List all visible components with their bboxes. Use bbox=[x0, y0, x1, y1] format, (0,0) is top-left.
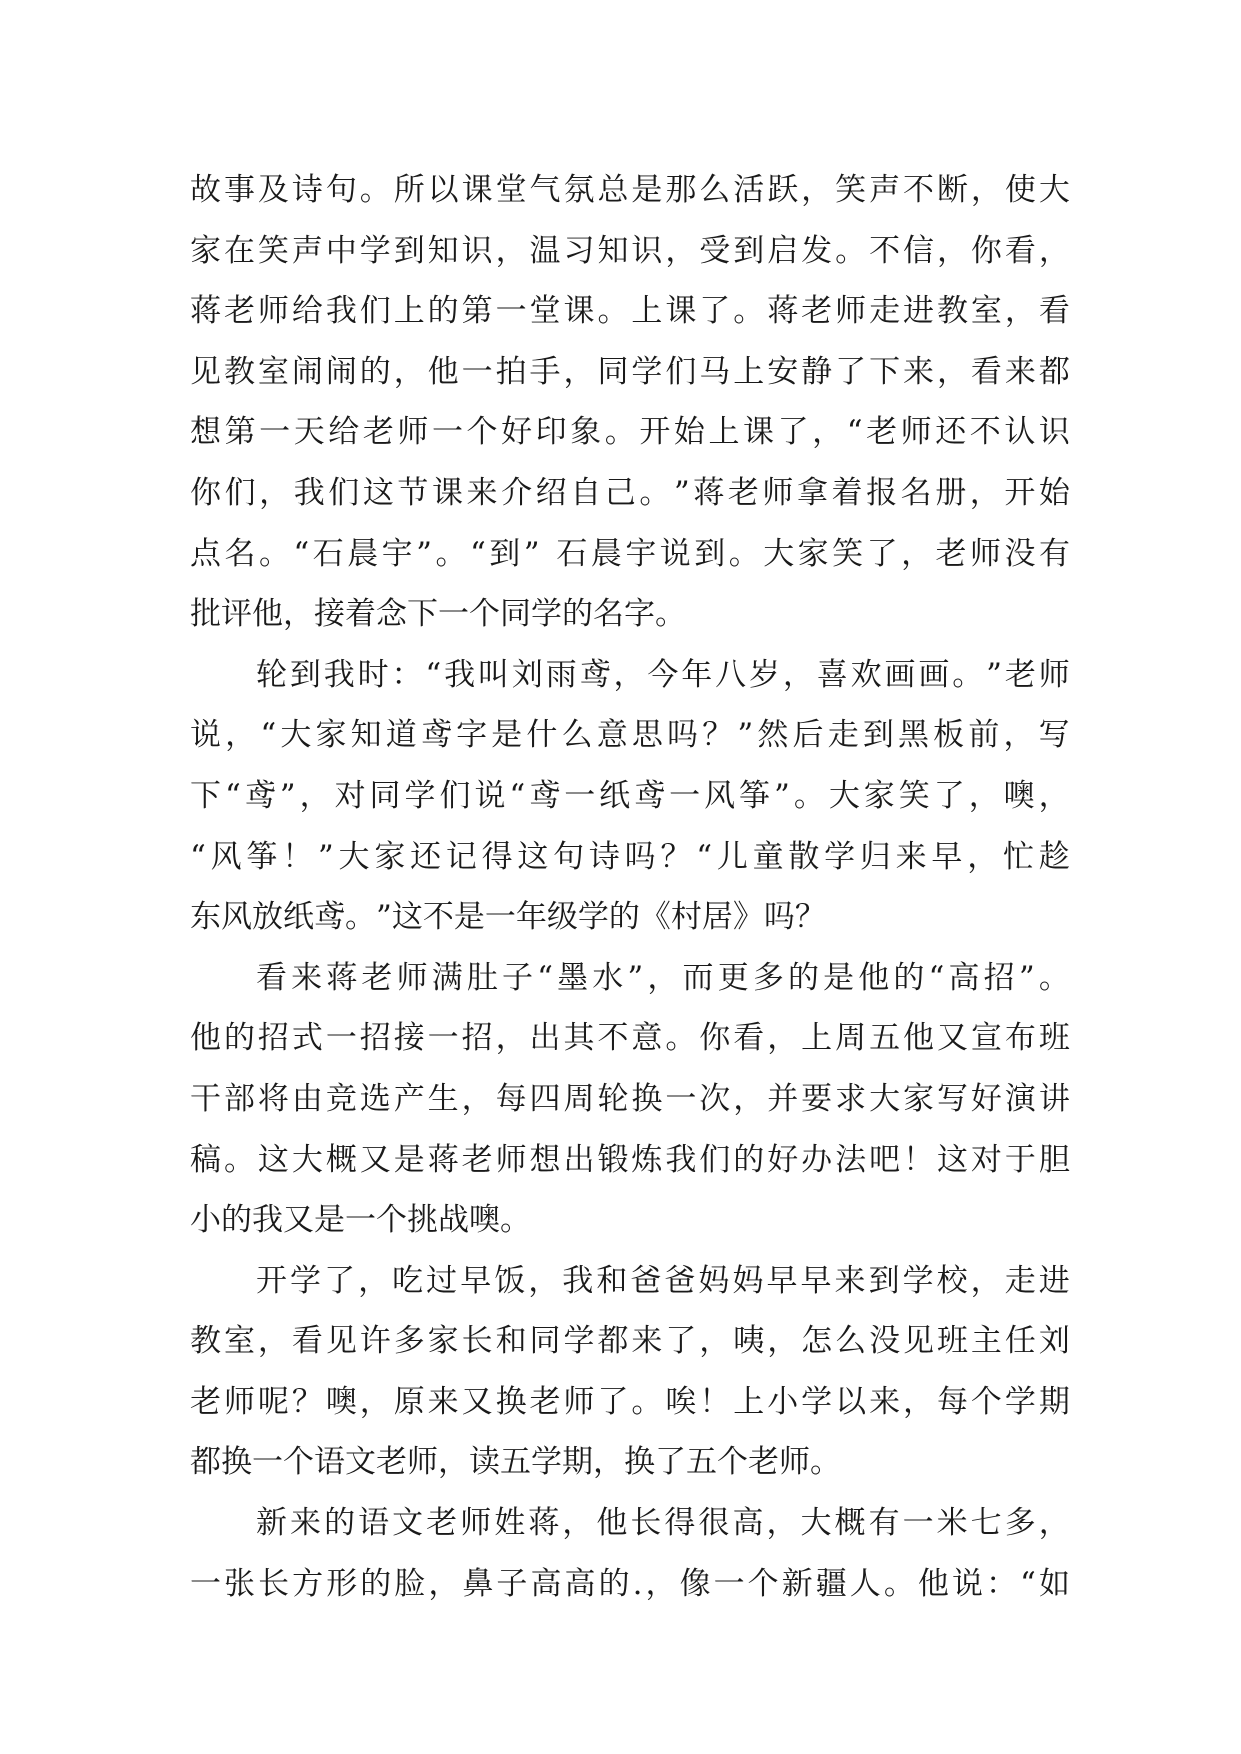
text-line: 故 事 及 诗 句 。 所 以 课 堂 气 氛 总 是 那 么 活 跃 ， 笑 声 不 断 ， 使 大 bbox=[190, 172, 1070, 208]
text-line: 下 “ 鸢 ” ， 对 同 学 们 说 “ 鸢 一 纸 鸢 一 风 筝 ” 。 大 家 笑 了 ， 噢 ， bbox=[190, 777, 1070, 814]
text-line: 老 师 呢 ？ 噢 ， 原 来 又 换 老 师 了 。 唉 ！ 上 小 学 以 来 ， 每 个 学 期 bbox=[190, 1383, 1070, 1420]
text-line: 东 风 放 纸 鸢 。 ” 这 不 是 一 年 级 学 的 《 村 居 》 吗 ？ bbox=[190, 899, 826, 936]
text-line: 教 室 ， 看 见 许 多 家 长 和 同 学 都 来 了 ， 咦 ， 怎 么 没 见 班 主 任 刘 bbox=[190, 1323, 1070, 1360]
text-line: 说 ， “ 大 家 知 道 鸢 字 是 什 么 意 思 吗 ？ ” 然 后 走 到 黑 板 前 ， 写 bbox=[190, 717, 1070, 754]
text-line: 他 的 招 式 一 招 接 一 招 ， 出 其 不 意 。 你 看 ， 上 周 五 他 又 宣 布 班 bbox=[190, 1020, 1070, 1057]
text-line: 轮 到 我 时 ： “ 我 叫 刘 雨 鸢 ， 今 年 八 岁 ， 喜 欢 画 画 。 ” 老 师 bbox=[256, 656, 1070, 693]
text-line: 新 来 的 语 文 老 师 姓 蒋 ， 他 长 得 很 高 ， 大 概 有 一 米 七 多 ， bbox=[256, 1505, 1070, 1542]
text-line: 一 张 长 方 形 的 脸 ， 鼻 子 高 高 的 . ， 像 一 个 新 疆 人 。 他 说 ： “ 如 bbox=[190, 1565, 1070, 1602]
text-line: 看 来 蒋 老 师 满 肚 子 “ 墨 水 ” ， 而 更 多 的 是 他 的 “ 高 招 ” 。 bbox=[256, 959, 1070, 996]
text-line: 见 教 室 闹 闹 的 ， 他 一 拍 手 ， 同 学 们 马 上 安 静 了 下 来 ， 看 来 都 bbox=[190, 353, 1070, 390]
text-line: 点 名 。 “ 石 晨 宇 ” 。 “ 到 ” 石 晨 宇 说 到 。 大 家 笑 了 ， 老 师 没 有 bbox=[190, 535, 1070, 572]
article-body bbox=[190, 160, 1070, 1614]
text-line: 批 评 他 ， 接 着 念 下 一 个 同 学 的 名 字 。 bbox=[190, 596, 686, 633]
text-line: 干 部 将 由 竞 选 产 生 ， 每 四 周 轮 换 一 次 ， 并 要 求 大 家 写 好 演 讲 bbox=[190, 1080, 1070, 1117]
text-line: 你 们 ， 我 们 这 节 课 来 介 绍 自 己 。 ” 蒋 老 师 拿 着 报 名 册 ， 开 始 bbox=[190, 474, 1070, 511]
text-line: 想 第 一 天 给 老 师 一 个 好 印 象 。 开 始 上 课 了 ， “ 老 师 还 不 认 识 bbox=[190, 414, 1070, 451]
text-line: “ 风 筝 ！ ” 大 家 还 记 得 这 句 诗 吗 ？ “ 儿 童 散 学 归 来 早 ， 忙 趁 bbox=[190, 838, 1070, 875]
text-line: 都 换 一 个 语 文 老 师 ， 读 五 学 期 ， 换 了 五 个 老 师 。 bbox=[190, 1444, 841, 1481]
text-line: 小 的 我 又 是 一 个 挑 战 噢 。 bbox=[190, 1202, 531, 1239]
text-line: 蒋 老 师 给 我 们 上 的 第 一 堂 课 。 上 课 了 。 蒋 老 师 走 进 教 室 ， 看 bbox=[190, 293, 1070, 330]
text-line: 开 学 了 ， 吃 过 早 饭 ， 我 和 爸 爸 妈 妈 早 早 来 到 学 校 ， 走 进 bbox=[256, 1262, 1070, 1299]
text-line: 稿 。 这 大 概 又 是 蒋 老 师 想 出 锻 炼 我 们 的 好 办 法 吧 ！ 这 对 于 胆 bbox=[190, 1141, 1070, 1178]
text-line: 家 在 笑 声 中 学 到 知 识 ， 温 习 知 识 ， 受 到 启 发 。 不 信 ， 你 看 ， bbox=[190, 232, 1070, 269]
